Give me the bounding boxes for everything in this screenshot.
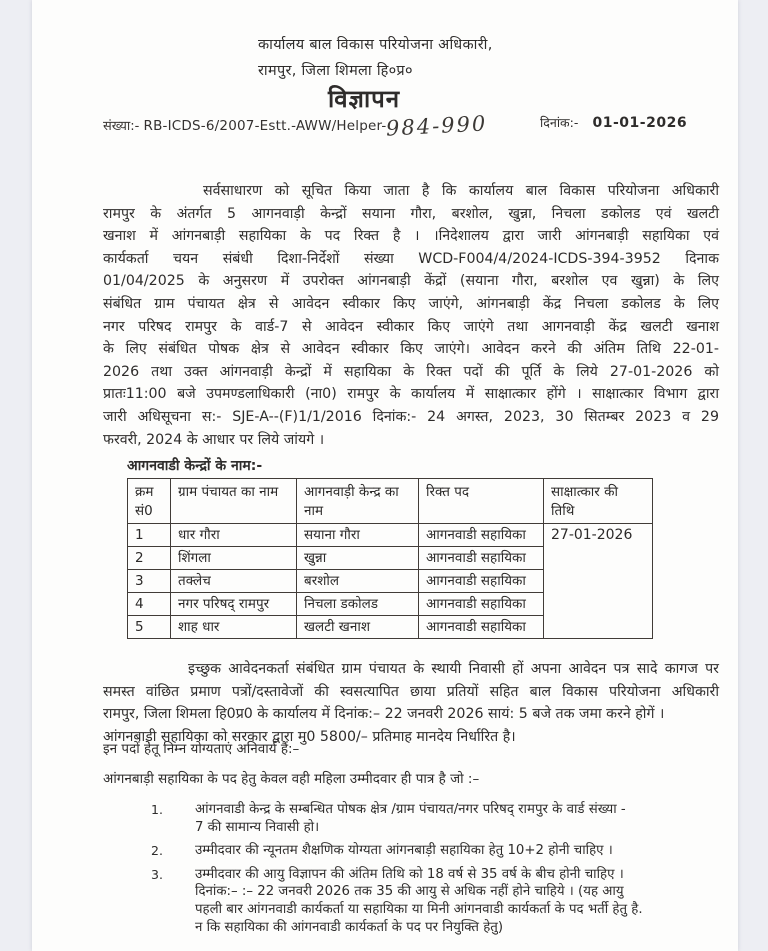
list-item-line: 7 की सामान्य निवासी हो। [195, 819, 320, 835]
reference-number: RB-ICDS-6/2007-Estt.-AWW/Helper- [143, 118, 387, 134]
main-paragraph [103, 180, 719, 451]
list-item-text [195, 801, 715, 836]
cell-centre: बरशोल [297, 570, 419, 593]
list-item-line: उम्मीदवार की न्यूनतम शैक्षणिक योग्यता आंगनबाड़ी सहायिका हेतु 10+2 होनी चाहिए । [195, 843, 613, 859]
cell-centre: सयाना गौरा [297, 524, 419, 547]
reference-line [103, 111, 719, 145]
paragraph-line: 2026 तथा उक्त आंगनवाड़ी केन्द्रों में सहायिका के रिक्त पदों की पूर्ति के लिये 27-01-2026 को [103, 363, 719, 380]
cell-serial: 1 [128, 524, 171, 547]
paragraph-line: इच्छुक आवेदनकर्ता संबंधित ग्राम पंचायत के स्थायी निवासी हों अपना आवेदन पत्र सादे कागज पर [188, 661, 719, 677]
paragraph-line: जारी अधिसूचना स:- SJE-A--(F)1/1/2016 दिनांक:- 24 अगस्त, 2023, 30 सितम्बर 2023 व 29 [103, 408, 719, 425]
paragraph-line: कार्यकर्ता चयन संबंधी दिशा-निर्देशों संख्या WCD-F004/4/2024-ICDS-394-3952 दिनाक [103, 250, 719, 267]
list-item-line: उम्मीदवार की आयु विज्ञापन की अंतिम तिथि को 18 वर्ष से 35 वर्ष के बीच होनी चाहिए । [195, 866, 624, 882]
cell-vacancy: आगनवाडी सहायिका [419, 570, 544, 593]
header-panchayat: ग्राम पंचायत का नाम [171, 479, 297, 524]
issue-date: 01-01-2026 [592, 115, 688, 131]
scanned-notice-page [32, 0, 738, 951]
list-item-number: 1. [151, 802, 163, 817]
paragraph-line: के लिए संबंधित पोषक क्षेत्र से आवेदन स्वीकार किए जाएंगे। आवेदन करने की अंतिम तिथि 22-01- [103, 341, 719, 358]
list-item-text [195, 842, 715, 860]
office-name: कार्यालय बाल विकास परियोजना अधिकारी, [258, 37, 493, 53]
date-label: दिनांक:- [540, 115, 579, 130]
list-item-number: 2. [151, 843, 163, 859]
cell-panchayat: शिंगला [171, 547, 297, 570]
header-interview-date: साक्षात्कार की तिथि [544, 479, 653, 524]
cell-centre: निचला डकोलड [297, 593, 419, 616]
eligibility-intro: आंगनबाड़ी सहायिका के पद हेतु केवल वही महिला उम्मीदवार ही पात्र है जो :– [103, 771, 480, 787]
conditions-list [151, 801, 717, 942]
cell-vacancy: आगनवाडी सहायिका [419, 616, 544, 639]
reference-label: संख्या:- [103, 119, 140, 134]
office-location: रामपुर, जिला शिमला हि०प्र० [258, 63, 413, 79]
date-group [540, 114, 687, 131]
paragraph-line: प्रातः11:00 बजे उपमण्डलाधिकारी (ना0) रामपुर के कार्यालय में साक्षात्कार होंगे । साक्षात्कार विभाग द्वारा [103, 386, 719, 403]
list-item-line: न कि सहायिका की आंगनवाडी कार्यकर्ता के पद पर नियुक्ति हेतु) [195, 919, 504, 935]
handwritten-number: 984-990 [385, 111, 489, 141]
list-item-line: दिनांक:– :– 22 जनवरी 2026 तक 35 की आयु से अधिक नहीं होने चाहिये । (यह आयु [195, 884, 624, 900]
cell-panchayat: नगर परिषद् रामपुर [171, 593, 297, 616]
cell-serial: 3 [128, 570, 171, 593]
table-header-row [128, 479, 653, 524]
header-centre: आगनवाड़ी केन्द्र का नाम [297, 479, 419, 524]
list-item [151, 801, 717, 836]
cell-interview-date: 27-01-2026 [544, 524, 653, 639]
list-item [151, 866, 717, 936]
cell-panchayat: धार गौरा [171, 524, 297, 547]
cell-panchayat: तक्लेच [171, 570, 297, 593]
paragraph-line: रामपुर, जिला शिमला हि0प्र0 के कार्यालय में दिनांक:– 22 जनवरी 2026 सायं: 5 बजे तक जमा करने होगें । [103, 706, 665, 723]
cell-centre: खलटी खनाश [297, 616, 419, 639]
paragraph-line: संबंधित ग्राम पंचायत क्षेत्र से आवेदन स्वीकार किए जाएंगे, आंगनबाड़ी केंद्र निचला डकोलड के लिए [103, 295, 719, 312]
cell-vacancy: आगनवाडी सहायिका [419, 524, 544, 547]
paragraph-line: रामपुर के अंतर्गत 5 आगनवाड़ी केन्द्रों सयाना गौरा, बरशोल, खुन्ना, निचला डकोलड एवं खलटी [103, 205, 719, 222]
centres-table [127, 478, 653, 639]
cell-centre: खुन्ना [297, 547, 419, 570]
list-item-number: 3. [151, 866, 163, 882]
cell-vacancy: आगनवाडी सहायिका [419, 593, 544, 616]
paragraph-line: समस्त वांछित प्रमाण पत्रों/दस्तावेजों की स्वसत्यापित छाया प्रतियों सहित बाल विकास परियोजना अधिकारी [103, 683, 719, 700]
notice-title: विज्ञापन [328, 85, 401, 113]
paragraph-line: फरवरी, 2024 के आधार पर लिये जांयगे । [103, 431, 325, 448]
paragraph-line: 01/04/2025 के अनुसरण में उपरोक्त आंगनबाड़ी केंद्रों (सयाना गौरा, बरशोल एव खुन्ना) के लिए [103, 273, 719, 290]
cell-vacancy: आगनवाडी सहायिका [419, 547, 544, 570]
paragraph-line: आंगनबाड़ी सहायिका को सरकार द्वारा मु0 5800/– प्रतिमाह मानदेय निर्धारित है। [103, 728, 516, 745]
list-item-line: पहली बार आंगनवाडी कार्यकर्ता या सहायिका या मिनी आंगनवाडी कार्यकर्ता के पद भर्ती हेतु है. [195, 901, 643, 917]
header-serial: क्रम सं0 [128, 479, 171, 524]
table-heading: आगनवाडी केन्द्रों के नाम:- [127, 458, 263, 474]
cell-panchayat: शाह धार [171, 616, 297, 639]
list-item-line: आंगनवाडी केन्द्र के सम्बन्धित पोषक क्षेत्र /ग्राम पंचायत/नगर परिषद् रामपुर के वार्ड संख्या - [195, 802, 626, 817]
cell-serial: 5 [128, 616, 171, 639]
list-item-text [195, 866, 715, 936]
qualifications-intro: इन पदों हेतू निम्न योग्यताएं अनिवार्य हैं:– [103, 741, 300, 757]
list-item [151, 842, 717, 860]
header-vacancy: रिक्त पद [419, 479, 544, 524]
table-row [128, 524, 653, 547]
paragraph-line: खनाश में आंगनबाड़ी सहायिका के पद रिक्त है । ।निदेशालय द्वारा जारी आंगनबाड़ी सहायिका एवं [103, 228, 719, 245]
submission-paragraph [103, 658, 719, 748]
cell-serial: 4 [128, 593, 171, 616]
cell-serial: 2 [128, 547, 171, 570]
paragraph-line: सर्वसाधारण को सूचित किया जाता है कि कार्यालय बाल विकास परियोजना अधिकारी [203, 183, 719, 199]
paragraph-line: नगर परिषद रामपुर के वार्ड-7 से आवेदन स्वीकार किए जाएंगे तथा आगनवाड़ी केंद्र खलटी खनाश [103, 318, 719, 335]
office-header [258, 32, 493, 84]
